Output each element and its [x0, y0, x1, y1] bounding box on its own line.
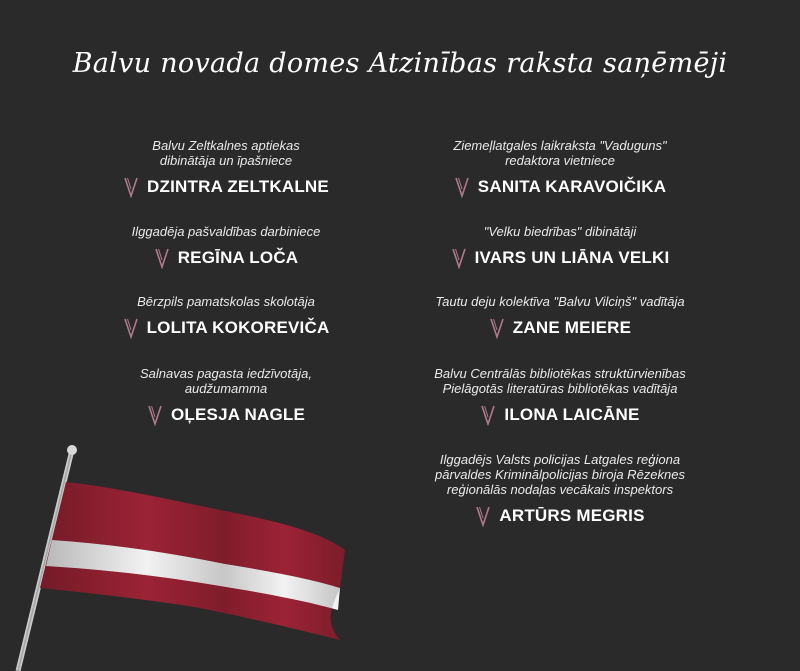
- v-mark-icon: [480, 404, 496, 426]
- v-mark-icon: [123, 317, 139, 339]
- recipient-card: [46, 366, 406, 426]
- v-mark-icon: [123, 176, 139, 198]
- recipient-description: Bērzpils pamatskolas skolotāja: [137, 294, 315, 309]
- recipient-description: "Velku biedrības" dibinātāji: [483, 224, 637, 239]
- latvian-flag-illustration: [0, 440, 360, 671]
- recipient-card: [380, 366, 740, 426]
- recipient-name: ILONA LAICĀNE: [504, 405, 640, 424]
- recipient-description: Ziemeļlatgales laikraksta "Vaduguns" redaktora vietniece: [453, 138, 667, 168]
- recipient-name: REGĪNA LOČA: [177, 248, 299, 267]
- recipient-card: [380, 452, 740, 527]
- recipient-description: Salnavas pagasta iedzīvotāja, audžumamma: [139, 366, 312, 396]
- recipient-description: Balvu Zeltkalnes aptiekas dibinātāja un īpašniece: [152, 138, 300, 168]
- page-title: Balvu novada domes Atzinības raksta saņēmēji: [72, 48, 728, 79]
- recipient-card: [380, 224, 740, 269]
- recipient-name: DZINTRA ZELTKALNE: [147, 177, 329, 196]
- flagpole-finial: [67, 445, 77, 455]
- recipient-card: [46, 224, 406, 269]
- recipient-card: [380, 294, 740, 339]
- recipient-name: ZANE MEIERE: [512, 318, 632, 337]
- recipient-card: [46, 138, 406, 198]
- recipient-description: Tautu deju kolektīva "Balvu Vilciņš" vadītāja: [435, 294, 685, 309]
- recipient-name: ARTŪRS MEGRIS: [499, 506, 645, 525]
- v-mark-icon: [454, 176, 470, 198]
- v-mark-icon: [451, 247, 467, 269]
- recipient-description: Ilggadēja pašvaldības darbiniece: [131, 224, 321, 239]
- recipient-card: [380, 138, 740, 198]
- recipient-name: IVARS UN LIĀNA VELKI: [474, 248, 670, 267]
- recipient-name: SANITA KARAVOIČIKA: [477, 177, 667, 196]
- recipient-description: Ilggadējs Valsts policijas Latgales reģiona pārvaldes Kriminālpolicijas biroja Rēzeknes reģionālās nodaļas vecākais inspektors: [434, 452, 685, 497]
- recipient-name: LOLITA KOKOREVIČA: [146, 318, 330, 337]
- v-mark-icon: [154, 247, 170, 269]
- recipient-card: [46, 294, 406, 339]
- v-mark-icon: [475, 505, 491, 527]
- recipient-name: OĻESJA NAGLE: [170, 405, 305, 424]
- recipient-description: Balvu Centrālās bibliotēkas struktūrvienības Pielāgotās literatūras bibliotēkas vadītāja: [434, 366, 686, 396]
- v-mark-icon: [147, 404, 163, 426]
- v-mark-icon: [489, 317, 505, 339]
